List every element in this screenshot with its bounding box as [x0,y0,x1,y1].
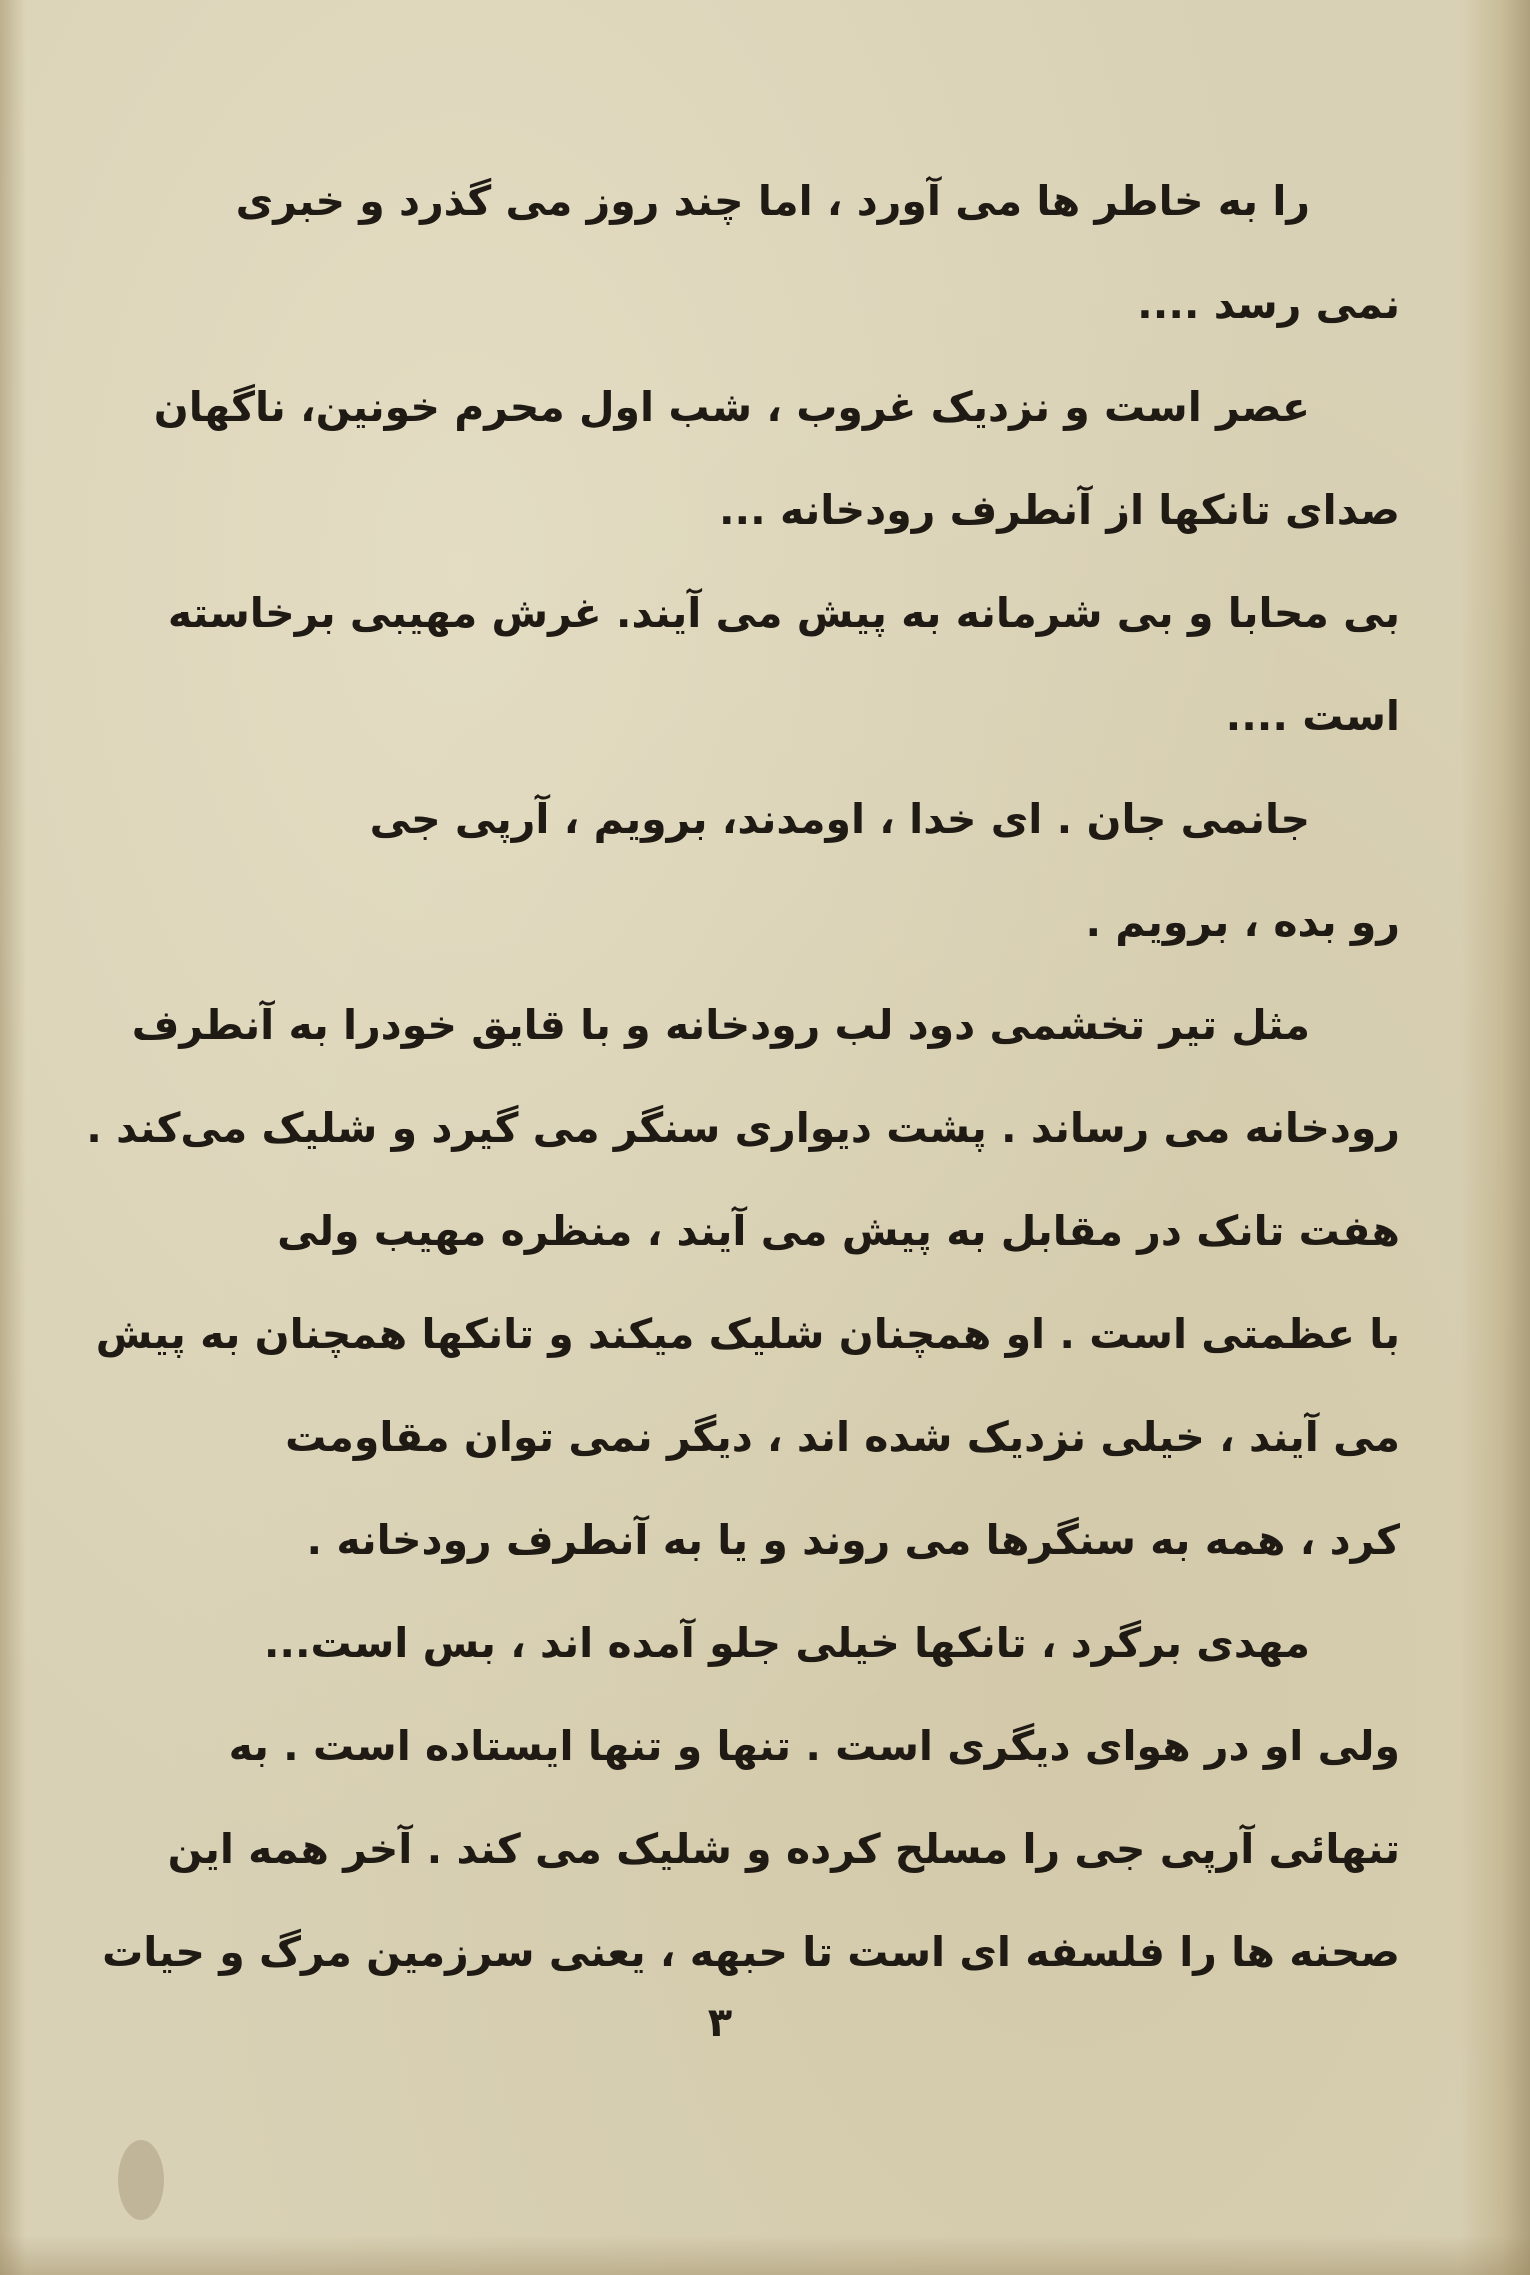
page-number: ۳ [707,2000,733,2046]
text-line: صدای تانکها از آنطرف رودخانه ... [718,486,1400,534]
text-line: رودخانه می رساند . پشت دیواری سنگر می گیرد و شلیک می‌کند . [86,1104,1400,1152]
text-line: بی محابا و بی شرمانه به پیش می آیند. غرش مهیبی برخاسته [167,589,1400,637]
text-line: ولی او در هوای دیگری است . تنها و تنها ایستاده است . به [228,1722,1400,1770]
body-text [50,150,1400,2004]
page-left-shadow [0,0,26,2275]
text-line: می آیند ، خیلی نزدیک شده اند ، دیگر نمی توان مقاومت [285,1413,1400,1461]
text-line: را به خاطر ها می آورد ، اما چند روز می گذرد و خبری [235,177,1310,225]
paper-stain [118,2140,164,2220]
text-line: صحنه ها را فلسفه ای است تا حبهه ، یعنی سرزمین مرگ و حیات [102,1928,1400,1976]
text-line: کرد ، همه به سنگرها می روند و یا به آنطرف رودخانه . [306,1516,1400,1564]
text-line: نمی رسد .... [1137,280,1400,328]
page-bottom-shadow [0,2235,1530,2275]
text-line: تنهائی آرپی جی را مسلح کرده و شلیک می کند . آخر همه این [167,1825,1400,1873]
text-line: است .... [1225,692,1400,740]
text-line: مهدی برگرد ، تانکها خیلی جلو آمده اند ، بس است... [263,1619,1310,1667]
text-line: با عظمتی است . او همچنان شلیک میکند و تانکها همچنان به پیش [95,1310,1400,1358]
text-line: رو بده ، برویم . [1085,898,1400,946]
page-right-shadow [1460,0,1530,2275]
text-line: جانمی جان . ای خدا ، اومدند، برویم ، آرپی جی [369,795,1310,843]
text-line: هفت تانک در مقابل به پیش می آیند ، منظره مهیب ولی [277,1207,1400,1255]
text-line: مثل تیر تخشمی دود لب رودخانه و با قایق خودرا به آنطرف [131,1001,1310,1049]
text-line: عصر است و نزدیک غروب ، شب اول محرم خونین، ناگهان [153,383,1310,431]
